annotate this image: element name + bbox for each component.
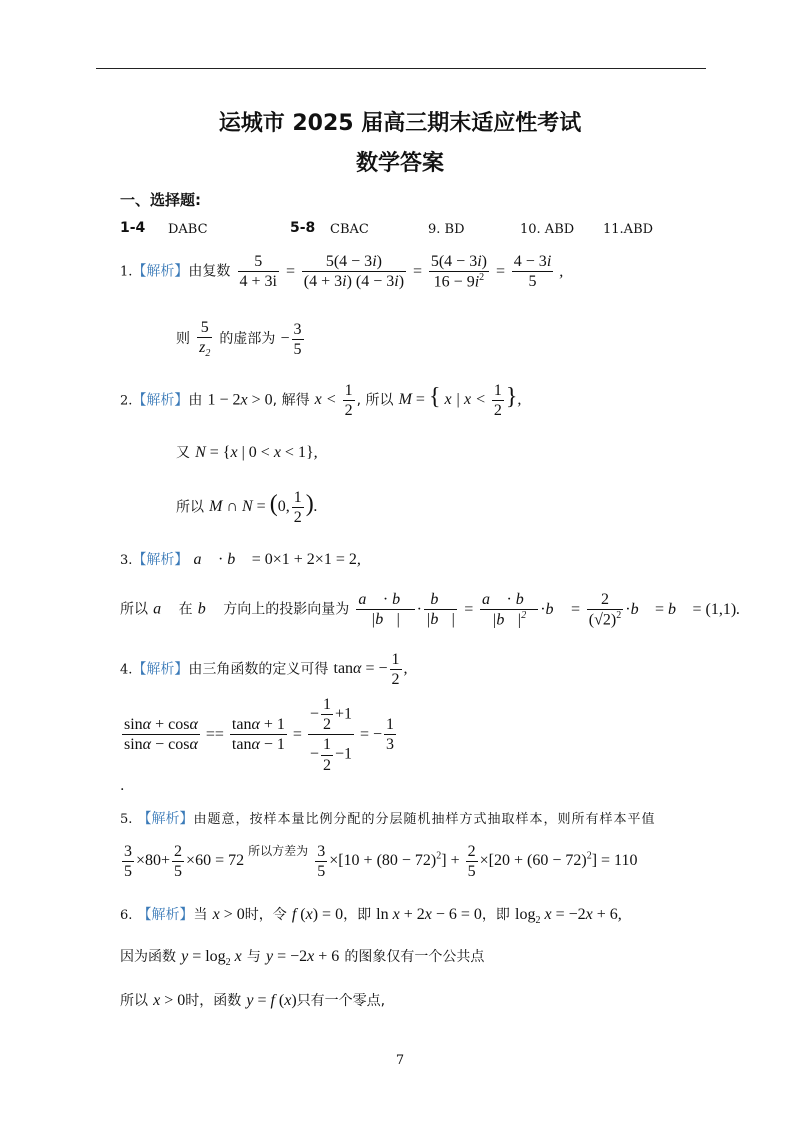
problem-2: 2.【解析】由 1 − 2x > 0, 解得 x < $\frac{1}{2}$ , 所以 M = { x | x < $\frac{1}{2}$ }, — [120, 382, 522, 420]
problem-3: 3.【解析】 a⃗ · b⃗ = 0×1 + 2×1 = 2, — [120, 551, 361, 568]
answer-5-8: CBAC — [330, 222, 369, 237]
answer-label-1-4: 1-4 — [120, 220, 146, 236]
problem-4-ratio: $\frac{\sin\alpha + \cos\alpha}{\sin\alpha - \cos\alpha}$ == $\frac{\tan\alpha + 1}{\tan\alpha - 1}$ = − $\frac{1}{2}$ +1 − $\frac{1}{2}$ −1 = − $\frac{1}{3}$ — [124, 696, 395, 774]
problem-5-formula: $\frac{3}{5}$ ×80+ $\frac{2}{5}$ ×60 = 72 $^{所以方差为}$ $\frac{3}{5}$ $\times[10 + (80 - 72)^2]$ + $\frac{2}{5}$ $\times[20 + (60 - 72)^2] = 110$ — [124, 843, 638, 881]
page-subtitle: 数学答案 — [355, 151, 444, 176]
answer-10: 10. ABD — [520, 222, 575, 237]
problem-2-setN: 又 N = {x | 0 < x < 1}, — [176, 444, 318, 461]
answer-11: 11.ABD — [603, 222, 654, 237]
answer-1-4: DABC — [168, 222, 208, 237]
problem-1: 1.【解析】由复数 $\frac{5}{4 + 3i}$ = $\frac{5(4 - 3i)}{(4 + 3i) (4 - 3i)}$ = $\frac{5(4 - 3i)}{16 - 9i^2}$ = $\frac{4 - 3i}{5}$ , — [120, 253, 564, 291]
problem-6: 6. 【解析】当 x > 0时，令 f (x) = 0，即 ln x + 2x − 6 = 0，即 $\log_2 x = -2x + 6$, — [120, 906, 622, 927]
section-heading: 一、选择题: — [120, 191, 201, 209]
answer-label-5-8: 5-8 — [290, 220, 316, 236]
problem-2-intersection: 所以 M ∩ N = (0, $\frac{1}{2}$ ). — [176, 489, 318, 527]
page-number: 7 — [395, 1053, 405, 1068]
problem-1-result: 则 $\frac{5}{z_2}$ 的虚部为 − $\frac{3}{5}$ — [176, 319, 302, 360]
page-title: 运城市 2025 届高三期末适应性考试 — [218, 111, 582, 136]
problem-5: 5. 【解析】由题意，按样本量比例分配的分层随机抽样方式抽取样本，则所有样本平值 — [120, 811, 656, 827]
answer-9: 9. BD — [428, 222, 465, 237]
problem-6-line2: 因为函数 $y = \log_2 x$ 与 y = −2x + 6 的图象仅有一个公共点 — [120, 948, 485, 969]
header-rule — [96, 68, 706, 69]
stray-dot: . — [120, 778, 125, 794]
problem-4: 4.【解析】由三角函数的定义可得 tanα = − $\frac{1}{2}$ , — [120, 651, 408, 689]
problem-3-projection: 所以 a⃗ 在 b⃗ 方向上的投影向量为 $\frac{a⃗ \cdot b⃗}{|b⃗|}$ · $\frac{b⃗}{|b⃗|}$ = $\frac{a⃗ \cdot b⃗}{|b⃗|^2}$ ·b⃗ = $\frac{2}{(√2)^2}$ ·b⃗ = b⃗ = (1,1). — [120, 591, 741, 629]
analysis-tag: 【解析】 — [132, 263, 189, 280]
problem-6-line3: 所以 x > 0时，函数 y = f (x)只有一个零点, — [120, 992, 386, 1009]
